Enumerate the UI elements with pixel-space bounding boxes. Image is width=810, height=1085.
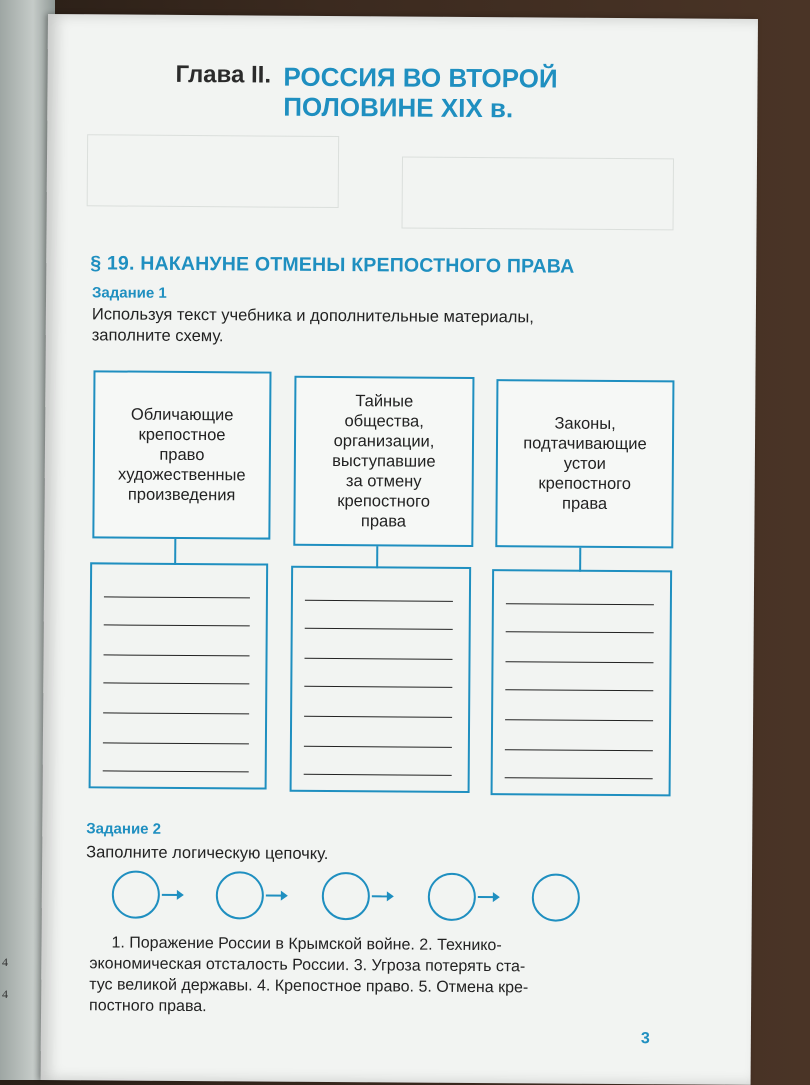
answer-line[interactable]	[305, 628, 453, 630]
chain-items-list	[89, 932, 670, 1020]
show-through-box	[87, 134, 339, 208]
box-line: Тайные	[355, 392, 414, 411]
task1-text-line2: заполните схему.	[91, 326, 224, 346]
chain-arrow	[266, 895, 286, 897]
answer-box-laws[interactable]	[491, 569, 673, 796]
box-line: художественные	[117, 465, 246, 485]
scheme-connector	[579, 548, 581, 572]
logic-chain	[112, 870, 592, 933]
list-line: постного права.	[89, 997, 207, 1016]
task2-title: Задание 2	[86, 820, 162, 838]
box-line: Обличающие	[130, 405, 234, 425]
chain-arrow	[162, 894, 182, 896]
left-page-mark: 4	[2, 987, 8, 1001]
answer-line[interactable]	[103, 712, 249, 714]
box-line: права	[562, 494, 608, 513]
task2-instructions: Заполните логическую цепочку.	[86, 843, 329, 863]
list-line: 1. Поражение России в Крымской войне. 2. Технико-	[111, 934, 502, 955]
answer-line[interactable]	[103, 770, 249, 772]
scheme-connector	[376, 546, 378, 568]
answer-line[interactable]	[505, 777, 653, 779]
box-line: организации,	[333, 432, 435, 451]
box-line: выступавшие	[332, 451, 436, 471]
box-line: подтачивающие	[523, 434, 647, 454]
chain-circle[interactable]	[112, 870, 160, 918]
chapter-title-line1: РОССИЯ ВО ВТОРОЙ	[283, 61, 558, 94]
answer-box-societies[interactable]	[290, 566, 472, 793]
box-line: Законы,	[554, 414, 616, 433]
chapter-label: Глава II.	[175, 60, 272, 89]
answer-line[interactable]	[103, 682, 249, 684]
chain-arrow	[478, 896, 498, 898]
answer-line[interactable]	[304, 686, 452, 688]
box-line: общества,	[344, 412, 424, 431]
answer-line[interactable]	[305, 600, 453, 602]
answer-line[interactable]	[104, 654, 250, 656]
answer-line[interactable]	[305, 658, 453, 660]
list-line: экономическая отсталость России. 3. Угроза потерять ста-	[89, 955, 526, 976]
chain-circle[interactable]	[216, 871, 264, 919]
section-title: § 19. НАКАНУНЕ ОТМЕНЫ КРЕПОСТНОГО ПРАВА	[90, 252, 575, 278]
left-page-mark: 4	[2, 955, 8, 969]
box-line: за отмену	[345, 472, 422, 491]
chapter-title	[283, 62, 558, 124]
answer-line[interactable]	[505, 749, 653, 751]
box-line: устои	[563, 454, 606, 473]
chain-circle[interactable]	[532, 873, 580, 921]
chain-circle[interactable]	[428, 873, 476, 921]
box-line: право	[159, 445, 205, 465]
workbook-page	[41, 14, 758, 1085]
box-line: крепостное	[138, 425, 226, 445]
answer-box-literature[interactable]	[89, 562, 269, 789]
answer-line[interactable]	[506, 631, 654, 633]
answer-line[interactable]	[505, 661, 653, 663]
box-line: права	[360, 512, 407, 531]
answer-line[interactable]	[103, 742, 249, 744]
box-line: крепостного	[538, 474, 632, 494]
answer-line[interactable]	[304, 746, 452, 748]
answer-line[interactable]	[104, 624, 250, 626]
list-line: тус великой державы. 4. Крепостное право. 5. Отмена кре-	[89, 976, 529, 997]
chain-arrow	[372, 895, 392, 897]
chapter-title-line2: ПОЛОВИНЕ XIX в.	[283, 91, 514, 124]
box-line: крепостного	[337, 492, 430, 511]
answer-line[interactable]	[304, 774, 452, 776]
scheme-box-literature	[92, 370, 271, 539]
answer-line[interactable]	[104, 596, 250, 598]
chain-circle[interactable]	[322, 872, 370, 920]
answer-line[interactable]	[304, 716, 452, 718]
answer-line[interactable]	[506, 603, 654, 605]
scheme-connector	[174, 539, 176, 565]
task1-title: Задание 1	[91, 284, 167, 302]
box-line: произведения	[127, 485, 236, 505]
answer-line[interactable]	[505, 719, 653, 721]
scheme-box-societies	[293, 376, 474, 547]
page-number: 3	[640, 1030, 650, 1048]
chapter-heading	[175, 61, 557, 124]
show-through-box	[402, 156, 674, 230]
scheme-box-laws	[495, 379, 674, 548]
task1-text-line1: Используя текст учебника и дополнительные материалы,	[91, 305, 534, 327]
answer-line[interactable]	[505, 689, 653, 691]
task1-instructions	[92, 304, 534, 349]
